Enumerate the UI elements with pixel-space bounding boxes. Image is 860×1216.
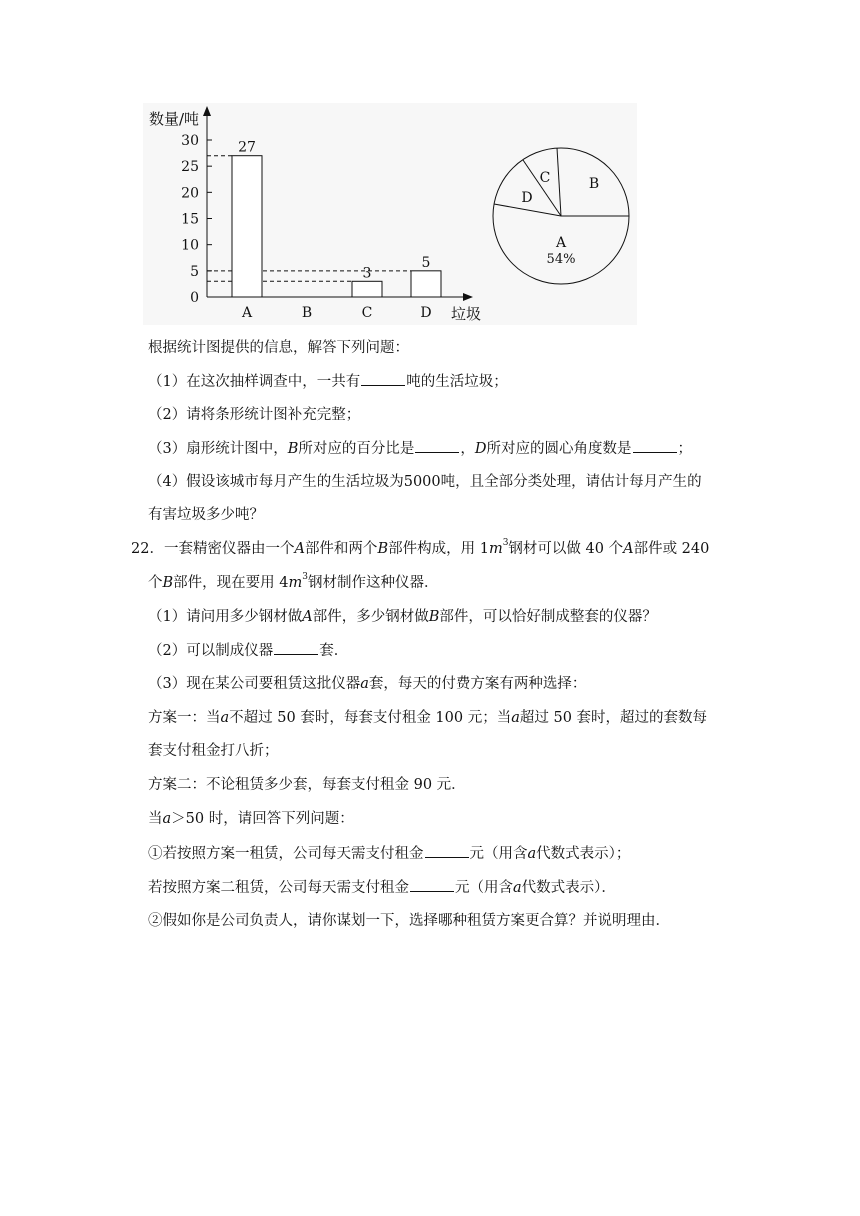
var-a-lower: a [527,846,537,862]
y-tick-label: 15 [181,211,199,228]
y-tick-label: 5 [190,263,199,280]
y-tick-label: 0 [190,290,199,306]
q22-s1-c: 部件，多少钢材做 [312,609,429,625]
var-b: B [377,541,389,557]
q22-c2-a: 若按照方案二租赁，公司每天需支付租金 [148,880,409,896]
q21-p2-text: （2）请将条形统计图补充完整； [148,407,361,423]
q22-stem-line1 [131,539,709,559]
var-a-lower: a [360,676,369,692]
y-tick-label: 10 [181,237,199,254]
q22-s1-a: （1）请问用多少钢材做 [148,609,303,625]
q22-plan1-e: 超过 50 套时，超过的套数每 [519,710,708,726]
q21-intro [148,338,409,358]
q22-s2-b: 套． [319,643,349,659]
q21-p3-text-f: 所对应的圆心角度数是 [486,441,632,457]
bar-c [352,281,382,297]
q21-p1-text-a: （1）在这次抽样调查中，一共有 [148,374,361,390]
q22-c3-text: ②假如你是公司负责人，请你谋划一下，选择哪种租赁方案更合算？并说明理由． [148,913,670,929]
var-b: B [287,441,299,457]
var-a-lower: a [511,710,520,726]
pie-slice-label-a: A [555,235,567,251]
q22-plan1 [148,708,707,728]
pie-slice-label-b: B [588,176,600,192]
var-a-lower: a [162,811,172,827]
q22-l1-e: 部件构成，用 1 [388,541,489,557]
q22-q1-plan2 [148,877,616,898]
q21-p3-text-d: ， [460,441,475,457]
q22-s3-c: 套，每天的付费方案有两种选择： [368,676,587,692]
q21-p4-text: （4）假设该城市每月产生的生活垃圾为5000吨，且全部分类处理，请估计每月产生的 [148,474,702,490]
q21-part4 [148,472,702,492]
q22-q1-plan1 [148,843,630,864]
q22-l1-c: 部件和两个 [304,541,378,557]
pie-sector-line-cb [557,148,561,216]
q22-cond-c: ＞50 时，请回答下列问题： [171,811,354,827]
q22-part1 [148,607,657,627]
q22-c1-d: 代数式表示）； [536,846,631,862]
q22-l1-j: 部件或 240 [633,541,710,557]
q21-part3 [148,438,692,459]
answer-blank-plan2-cost[interactable] [410,877,454,892]
q22-l2-f: 钢材制作这种仪器． [307,575,439,591]
q22-plan1-cont [148,741,279,761]
q22-part3 [148,674,586,694]
q22-cond-a: 当 [148,811,163,827]
answer-blank-total[interactable] [361,371,405,386]
pie-sector-line-dc [523,160,561,216]
bar-a [232,156,262,297]
unit-m: m [288,575,303,591]
q22-l2-c: 部件，现在要用 4 [173,575,289,591]
q22-plan1-c: 不超过 50 套时，每套支付租金 100 元；当 [229,710,512,726]
var-a: A [623,541,634,557]
q21-p4-text-b: 有害垃圾多少吨？ [148,507,264,523]
q22-c2-d: 代数式表示）． [521,880,616,896]
answer-blank-plan1-cost[interactable] [425,843,469,858]
bar-d [411,271,441,297]
q21-p3-text-a: （3）扇形统计图中， [148,441,288,457]
q22-l1-a: 22．一套精密仪器由一个 [131,541,295,557]
q21-intro-text: 根据统计图提供的信息，解答下列问题： [148,340,409,356]
q21-part4-cont [148,505,264,525]
q22-q2 [148,911,670,931]
var-a: A [294,541,305,557]
bar-data-label-c: 3 [362,265,372,282]
q22-plan1-a: 方案一：当 [148,710,221,726]
var-a-lower: a [513,880,522,896]
x-category-label-d: D [420,305,432,321]
q22-part2 [148,640,348,661]
var-a-lower: a [220,710,230,726]
q22-plan2-text: 方案二：不论租赁多少套，每套支付租金 90 元． [148,777,466,793]
q21-p1-text-b: 吨的生活垃圾； [406,374,508,390]
y-tick-label: 25 [181,159,199,176]
q22-s2-a: （2）可以制成仪器 [148,643,274,659]
y-axis-arrow [203,106,211,116]
q21-part1 [148,371,508,392]
answer-blank-b-percent[interactable] [415,438,459,453]
pie-slice-value-a: 54% [546,252,576,267]
unit-m: m [488,541,503,557]
answer-blank-d-angle[interactable] [633,438,677,453]
pie-slice-label-c: C [539,170,551,186]
x-category-label-b: B [301,305,313,321]
pie-slice-label-d: D [521,190,533,206]
q22-l2-a: 个 [148,575,163,591]
unit-exponent: 3 [302,572,308,582]
y-tick-label: 20 [181,185,199,202]
q22-c2-b: 元（用含 [455,880,513,896]
q22-condition [148,809,354,829]
x-category-label-c: C [361,305,373,321]
q22-c1-b: 元（用含 [469,846,528,862]
unit-exponent: 3 [502,538,509,548]
var-d: D [474,441,487,457]
var-a: A [302,609,313,625]
q22-plan1-f: 套支付租金打八折； [148,743,279,759]
q21-part2 [148,405,360,425]
x-axis-label: 垃圾 [451,305,482,323]
y-tick-label: 30 [181,133,199,149]
bar-data-label-a: 27 [238,139,256,156]
q22-s3-a: （3）现在某公司要租赁这批仪器 [148,676,361,692]
q22-s1-e: 部件，可以恰好制成整套的仪器？ [439,609,657,625]
y-axis-label: 数量/吨 [149,110,200,128]
statistics-figure [143,103,637,325]
bar-data-label-d: 5 [421,254,431,271]
q21-p3-text-g: ； [677,441,693,457]
q21-p3-text-c: 所对应的百分比是 [298,441,415,457]
x-axis-arrow [463,293,473,301]
answer-blank-sets[interactable] [274,640,318,655]
var-b: B [428,609,440,625]
var-b: B [162,575,174,591]
q22-stem-line2 [148,573,438,593]
q22-l1-h: 钢材可以做 40 个 [508,541,624,557]
figure-svg [143,103,637,325]
q22-plan2 [148,775,466,795]
q22-c1-a: ①若按照方案一租赁，公司每天需支付租金 [148,846,424,862]
x-category-label-a: A [241,305,253,321]
